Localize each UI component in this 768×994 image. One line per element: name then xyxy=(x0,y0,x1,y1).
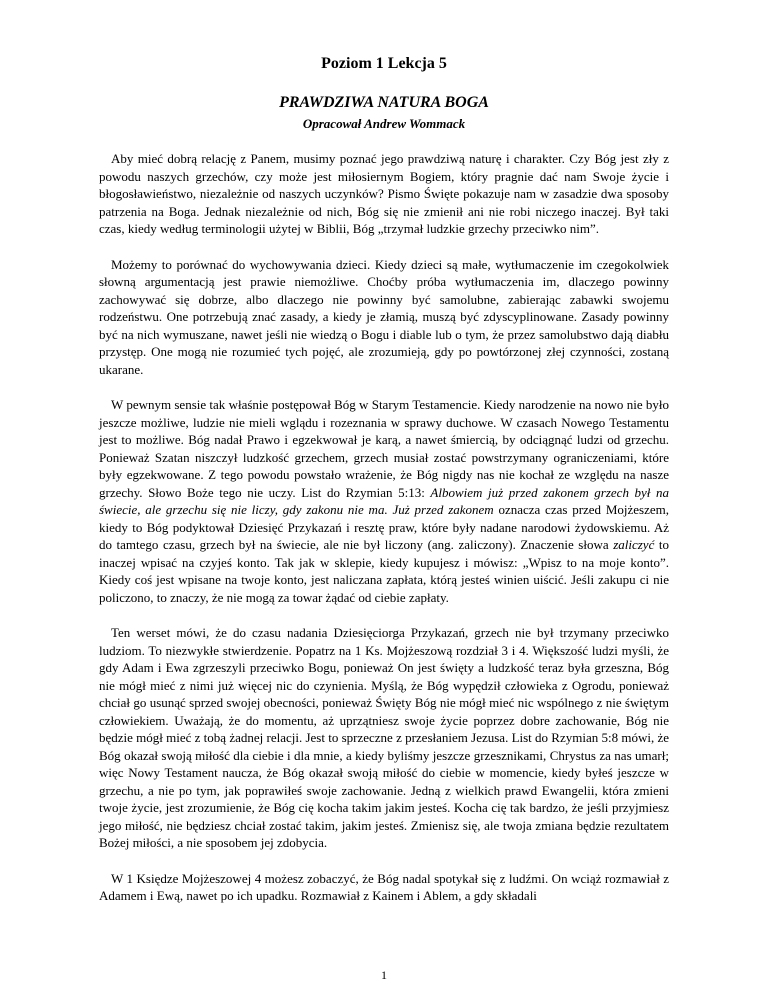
paragraph xyxy=(99,870,669,905)
paragraph xyxy=(99,624,669,852)
article-title: PRAWDZIWA NATURA BOGA xyxy=(279,94,489,111)
page-number: 1 xyxy=(381,968,387,982)
emphasized-word: zaliczyć xyxy=(613,537,655,552)
paragraph-text: Możemy to porównać do wychowywania dzieci. Kiedy dzieci są małe, wytłumaczenie im czegokolwiek słowną argumentacją jest prawie niemożliwe. Choćby próba wytłumaczenia im, dlaczego powinny zachowywać się dobrze, albo dlaczego nie powinny być samolubne, zabierając zabawki swojemu rodzeństwu. One potrzebują znać zasady, a kiedy je złamią, muszą być zdyscyplinowane. Zasady powinny być na nich wymuszane, nawet jeśli nie wiedzą o Bogu i diable lub o tym, że przez samolubstwo dają diabłu przystęp. One mogą nie rozumieć tych pojęć, ale zrozumieją, gdy po powtórzonej złej czynności, zostaną ukarane. xyxy=(99,256,669,377)
paragraph xyxy=(99,256,669,379)
paragraph-text: Ten werset mówi, że do czasu nadania Dziesięciorga Przykazań, grzech nie był trzymany przeciwko ludziom. To niezwykłe stwierdzenie. Popatrz na 1 Ks. Mojżeszową rozdział 3 i 4. Większość ludzi myśli, że gdy Adam i Ewa zgrzeszyli przeciwko Bogu, ponieważ On jest święty a ludzkość teraz była grzeszna, Bóg nie mógł mieć z nimi już więcej nic do czynienia. Myślą, że Bóg wypędził człowieka z Ogrodu, ponieważ chciał go usunąć sprzed swojej obecności, ponieważ Święty Bóg nie mógł mieć nic wspólnego z nie świętym człowiekiem. Uważają, że do momentu, aż uprzątniesz swoje życie poprzez dobre zachowanie, Bóg nie będzie mógł mieć z tobą żadnej relacji. Jest to sprzeczne z przesłaniem Jezusa. List do Rzymian 5:8 mówi, że Bóg okazał swoją miłość dla ciebie i dla mnie, a kiedy byliśmy jeszcze grzesznikami, Chrystus za nas umarł; więc Nowy Testament naucza, że Bóg okazał swoją miłość do ciebie w momencie, kiedy byłeś jeszcze w grzechu, a nie po tym, jak poprawiłeś swoje zachowanie. Jedną z wielkich prawd Ewangelii, która zmieni twoje życie, jest zrozumienie, że Bóg cię kocha takim jakim jesteś. Kocha cię tak bardzo, że jeśli przyjmiesz jego miłość, nie będziesz chciał zostać takim, jakim jesteś. Zmienisz się, ale twoja zmiana będzie rezultatem Bożej miłości, a nie sposobem jej zdobycia. xyxy=(99,625,669,850)
lesson-heading: Poziom 1 Lekcja 5 xyxy=(321,55,447,72)
paragraph xyxy=(99,396,669,606)
paragraph xyxy=(99,150,669,238)
paragraph-text: W pewnym sensie tak właśnie postępował Bóg w Starym Testamencie. Kiedy narodzenie na nowo nie było jeszcze możliwe, ludzie nie mieli wglądu i rozeznania w sprawy duchowe. W czasach Nowego Testamentu jest to możliwe. Bóg nadał Prawo i egzekwował je karą, a nawet śmiercią, by odciągnąć ludzi od grzechu. Ponieważ Szatan niszczył ludzkość grzechem, grzech musiał zostać powstrzymany ograniczeniami, które były egzekwowane. Z tego powodu powstało wrażenie, że Bóg nigdy nas nie kochał ze względu na nasze grzechy. Słowo Boże tego nie uczy. List do Rzymian 5:13: xyxy=(99,397,669,500)
paragraph-text: to inaczej wpisać na czyjeś konto. Tak jak w sklepie, kiedy kupujesz i mówisz: „Wpisz to na moje konto”. Kiedy coś jest wpisane na twoje konto, jest naliczana zapłata, którą jesteś winien uiścić. Jeśli zakupu ci nie policzono, to znaczy, że nie mogą za towar żądać od ciebie zapłaty. xyxy=(99,537,669,605)
author-line: Opracował Andrew Wommack xyxy=(302,116,466,131)
paragraph-text: W 1 Księdze Mojżeszowej 4 możesz zobaczyć, że Bóg nadal spotykał się z ludźmi. On wciąż rozmawiał z Adamem i Ewą, nawet po ich upadku. Rozmawiał z Kainem i Ablem, a gdy składali xyxy=(99,870,669,903)
paragraph-text: oznacza czas przed Mojżeszem, kiedy to Bóg podyktował Dziesięć Przykazań i resztę praw, które były nadane narodowi żydowskiemu. Aż do tamtego czasu, grzech był na świecie, ale nie był liczony (ang. zaliczony). Znaczenie słowa xyxy=(99,502,669,552)
scripture-quote: Albowiem już przed zakonem grzech był na świecie, ale grzechu się nie liczy, gdy zakonu nie ma. Już przed zakonem xyxy=(99,484,669,517)
paragraph-text: Aby mieć dobrą relację z Panem, musimy poznać jego prawdziwą naturę i charakter. Czy Bóg jest zły z powodu naszych grzechów, czy może jest miłosiernym Bogiem, który pragnie dać nam Swoje życie i błogosławieństwo, niezależnie od naszych uczynków? Pismo Święte pokazuje nam w zasadzie dwa sposoby patrzenia na Boga. Jednak niezależnie od nich, Bóg się nie zmienił ani nie robi niczego inaczej. Był taki czas, kiedy według terminologii użytej w Biblii, Bóg „trzymał ludzkie grzechy przeciwko nim”. xyxy=(99,151,669,236)
body-text xyxy=(99,150,669,905)
